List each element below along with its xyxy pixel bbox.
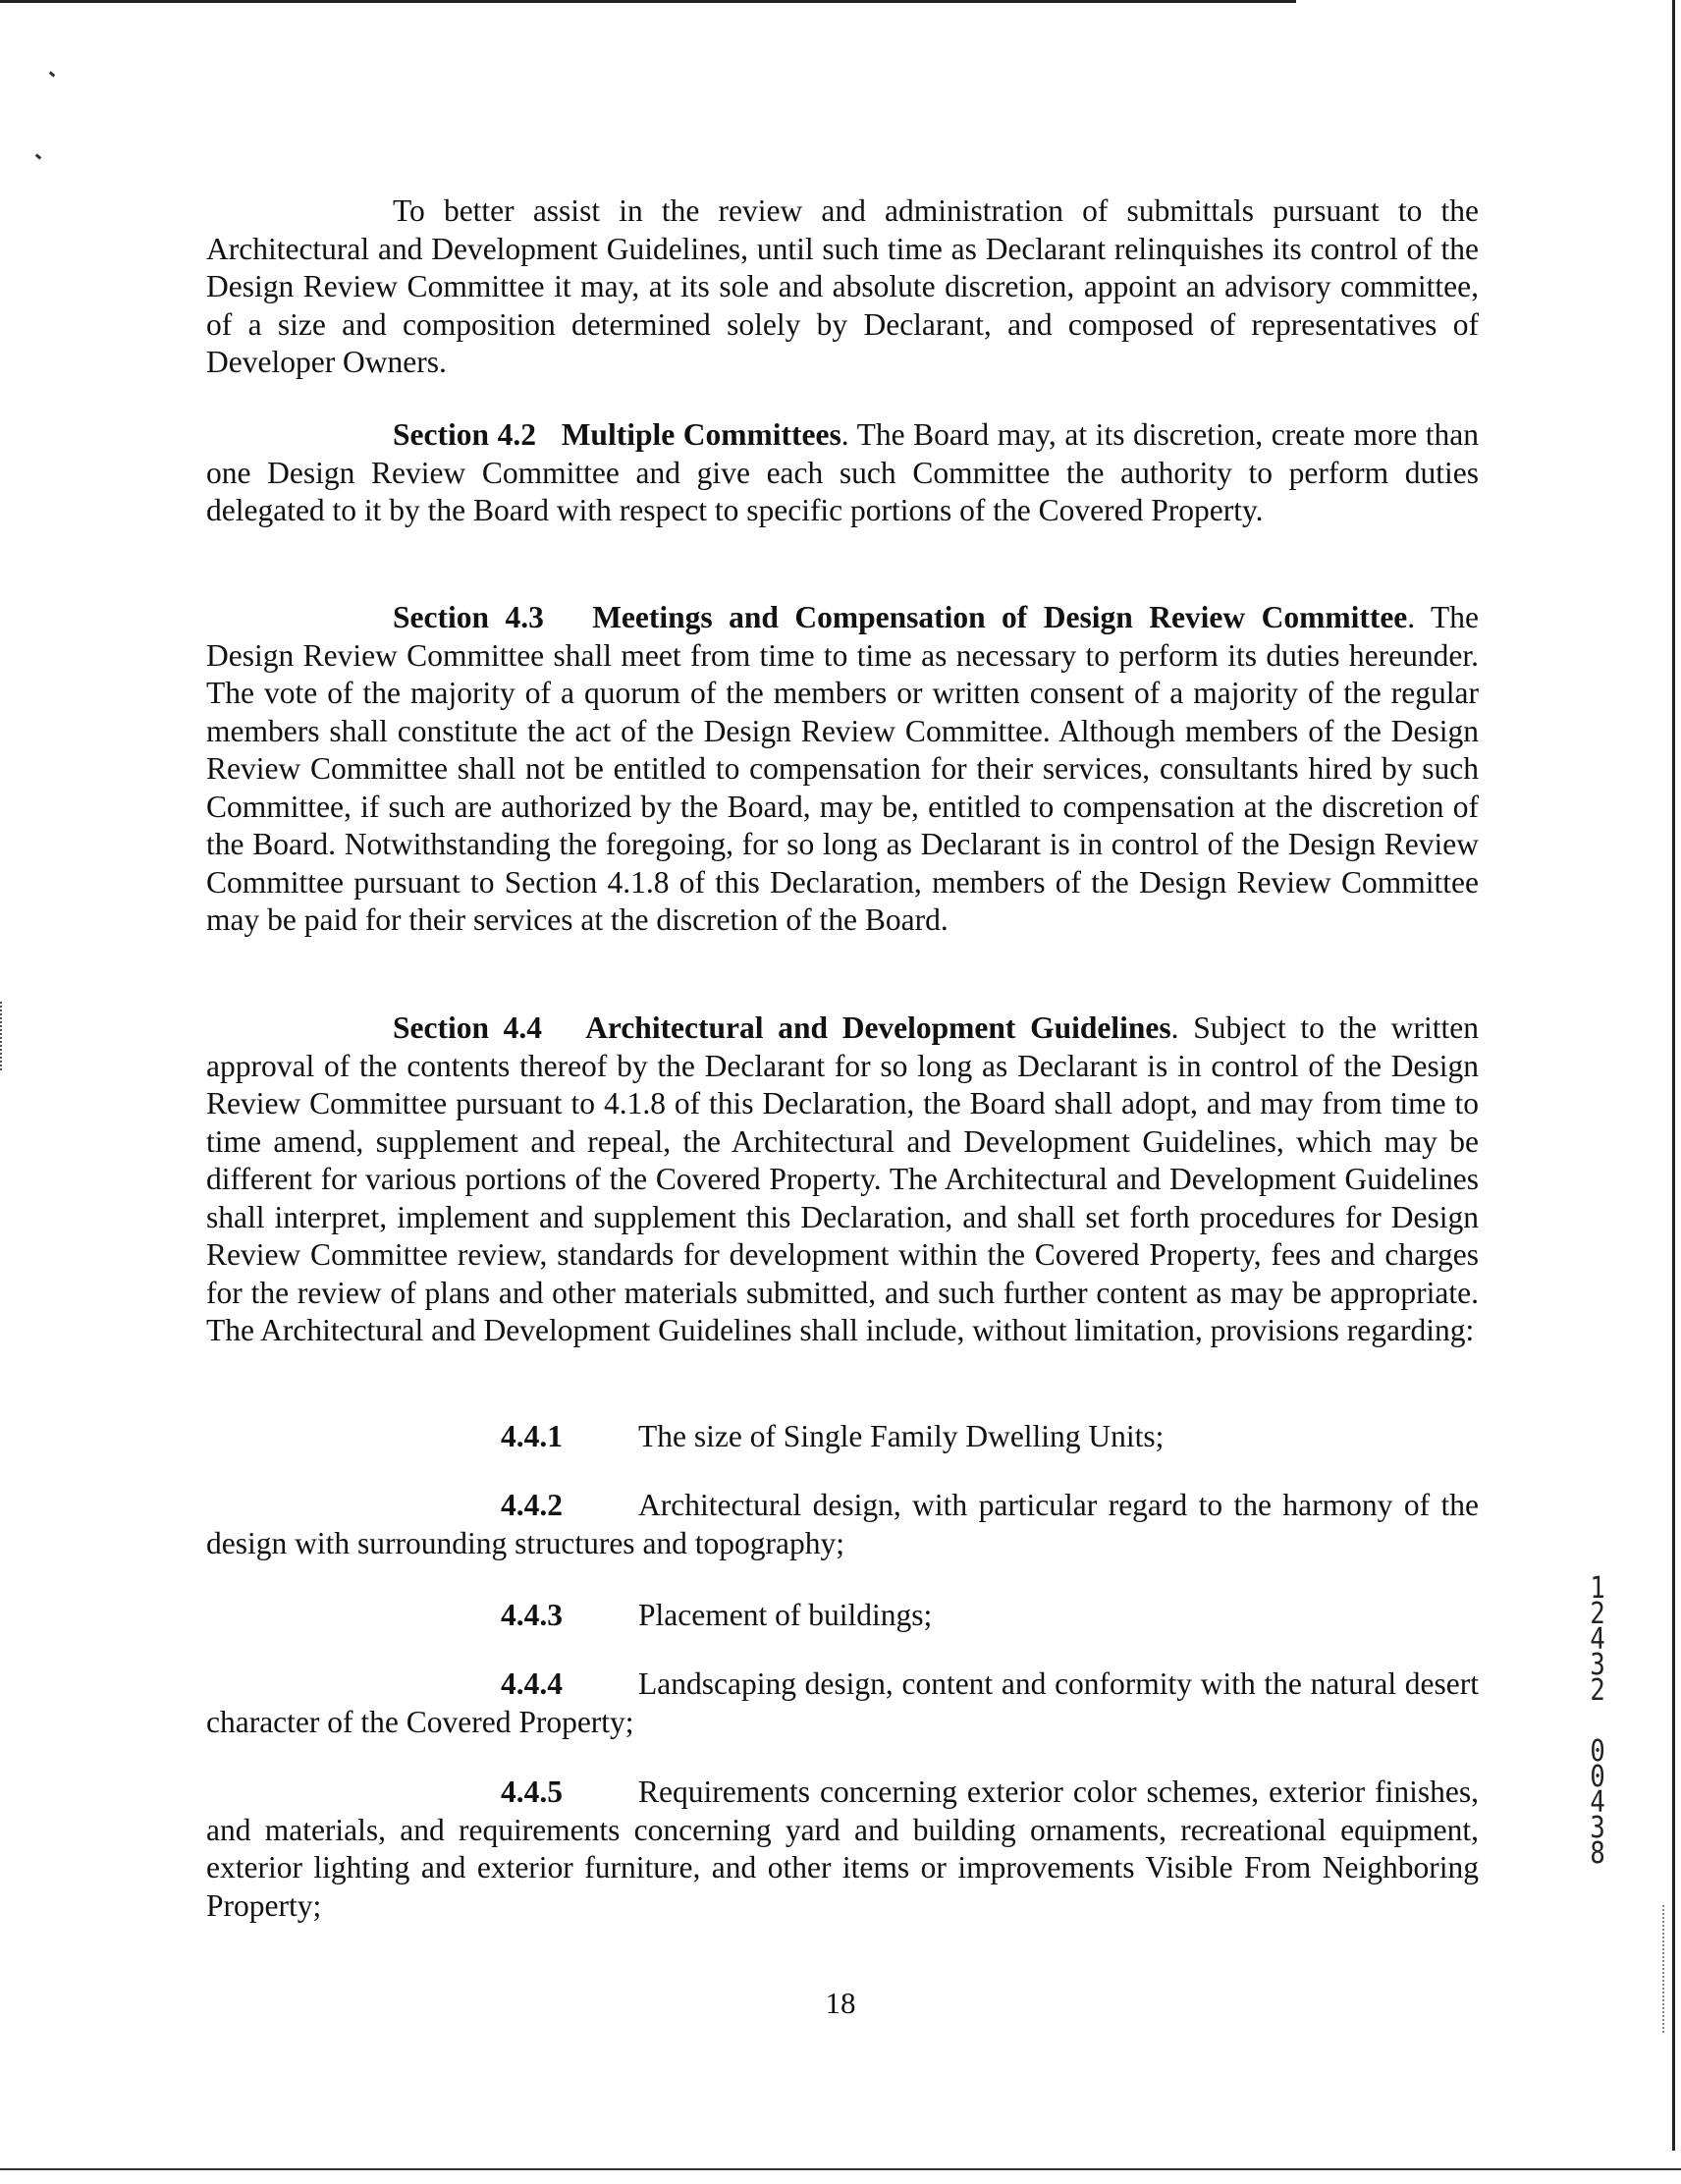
item-number: 4.4.3 <box>501 1598 563 1632</box>
list-item <box>206 1665 1479 1741</box>
list-item <box>206 1487 1479 1562</box>
section-4-3-body: . The Design Review Committee shall meet from time to time as necessary to perform its duties hereunder. The vote of the majority of a quorum of the members or written consent of a majority of the regular members shall constitute the act of the Design Review Committee. Although members of the Design Review Committee shall not be entitled to compensation for their services, consultants hired by such Committee, if such are authorized by the Board, may be, entitled to compensation at the discretion of the Board. Notwithstanding the foregoing, for so long as Declarant is in control of the Design Review Committee pursuant to Section 4.1.8 of this Declaration, members of the Design Review Committee may be paid for their services at the discretion of the Board. <box>206 600 1480 937</box>
section-4-3-paragraph <box>206 599 1479 940</box>
item-text: Requirements concerning exterior color schemes, exterior finishes, and materials, and requirements concerning yard and building ornaments, recreational equipment, exterior lighting and exterior furniture, and other items or improvements Visible From Neighboring Property; <box>206 1774 1479 1923</box>
item-number: 4.4.1 <box>501 1419 563 1453</box>
list-item <box>206 1597 1479 1635</box>
item-text: Landscaping design, content and conformity with the natural desert character of the Covered Property; <box>206 1666 1479 1739</box>
scan-right-edge <box>1672 0 1675 2151</box>
recording-digit: 8 <box>1590 1836 1605 1871</box>
item-number: 4.4.4 <box>501 1666 563 1701</box>
scan-speck <box>49 71 56 77</box>
recording-digit: 4 <box>1590 1785 1605 1820</box>
recording-digit: 2 <box>1590 1673 1605 1708</box>
scan-top-edge <box>0 0 1296 3</box>
recording-number-bottom-stack <box>1585 1734 1610 1871</box>
section-4-4-paragraph <box>206 1010 1479 1350</box>
recording-digit: 3 <box>1590 1648 1605 1682</box>
list-item <box>206 1774 1479 1925</box>
section-4-4-title: Architectural and Development Guidelines <box>585 1010 1171 1045</box>
section-4-4-number: Section 4.4 <box>393 1010 543 1045</box>
section-4-3-number: Section 4.3 <box>393 600 544 634</box>
item-number: 4.4.2 <box>501 1488 563 1522</box>
section-4-2-paragraph <box>206 416 1479 530</box>
section-4-2-number: Section 4.2 <box>393 417 536 452</box>
section-4-4-body: . Subject to the written approval of the contents thereof by the Declarant for so long as Declarant is in control of the Design Review Committee pursuant to 4.1.8 of this Declaration, the Board shall adopt, and may from time to time amend, supplement and repeal, the Architectural and Development Guidelines, which may be different for various portions of the Covered Property. The Architectural and Development Guidelines shall interpret, implement and supplement this Declaration, and shall set forth procedures for Design Review Committee review, standards for development within the Covered Property, fees and charges for the review of plans and other materials submitted, and such further content as may be appropriate. The Architectural and Development Guidelines shall include, without limitation, provisions regarding: <box>206 1010 1479 1347</box>
recording-digit: 3 <box>1590 1811 1605 1845</box>
section-4-2-body: . The Board may, at its discretion, create more than one Design Review Committee and give each such Committee the authority to perform duties delegated to it by the Board with respect to specific portions of the Covered Property. <box>206 417 1479 527</box>
item-text: Placement of buildings; <box>638 1598 933 1632</box>
scan-bottom-edge <box>0 2168 1681 2170</box>
recording-digit: 2 <box>1590 1597 1605 1631</box>
item-text: Architectural design, with particular regard to the harmony of the design with surrounding structures and topography; <box>206 1488 1479 1560</box>
recording-digit: 0 <box>1590 1734 1605 1769</box>
page-number: 18 <box>825 1986 856 2020</box>
recording-number-top-stack <box>1585 1571 1610 1708</box>
section-4-3-title: Meetings and Compensation of Design Review Committee <box>592 600 1408 634</box>
recording-digit: 0 <box>1590 1760 1605 1794</box>
scan-left-artifact <box>0 1002 4 1070</box>
intro-paragraph: To better assist in the review and administration of submittals pursuant to the Architectural and Development Guidelines, until such time as Declarant relinquishes its control of the Design Review Committee it may, at its sole and absolute discretion, appoint an advisory committee, of a size and composition determined solely by Declarant, and composed of representatives of Developer Owners. <box>206 193 1479 379</box>
item-text: The size of Single Family Dwelling Units; <box>638 1419 1165 1453</box>
list-item <box>206 1418 1479 1456</box>
scan-speck <box>35 153 42 159</box>
item-number: 4.4.5 <box>501 1774 563 1809</box>
recording-number <box>1585 1571 1610 1871</box>
recording-digit: 4 <box>1590 1622 1605 1657</box>
section-4-2-title: Multiple Committees <box>561 417 841 452</box>
recording-digit: 1 <box>1590 1571 1605 1606</box>
